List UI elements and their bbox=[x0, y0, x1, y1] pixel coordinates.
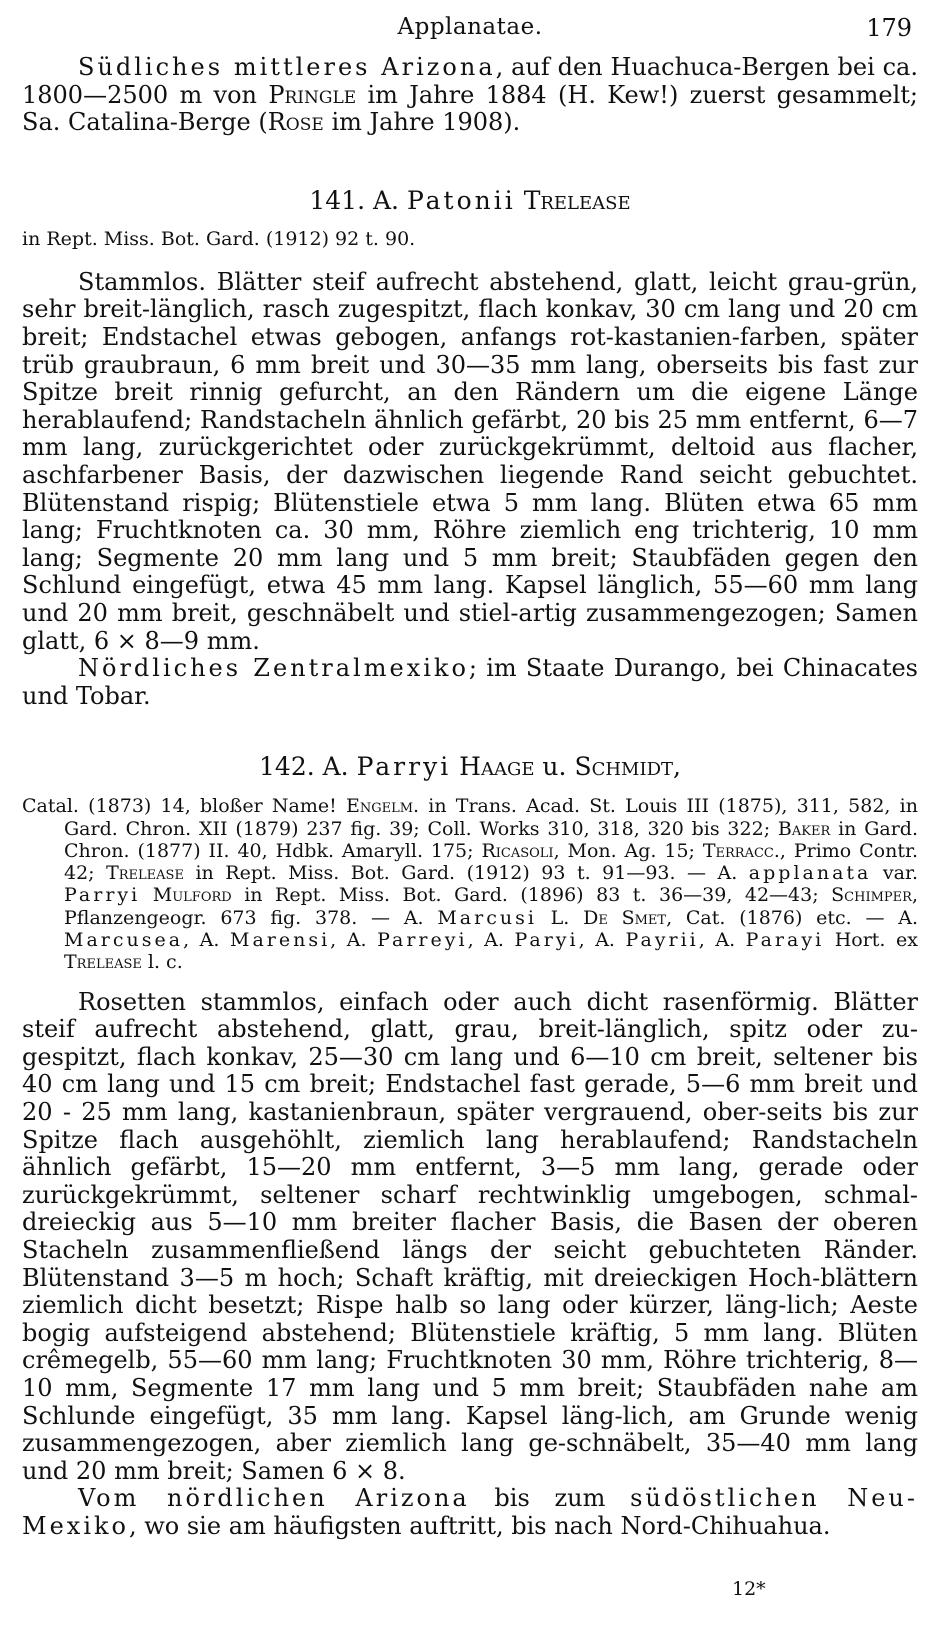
species-141-citation: in Rept. Miss. Bot. Gard. (1912) 92 t. 90. bbox=[22, 227, 416, 250]
species-141-description: Stammlos. Blätter steif aufrecht abstehend, glatt, leicht grau-grün, sehr breit-länglich, rasch zugespitzt, flach konkav, 30 cm lang und 20 cm breit; Endstachel etwas gebogen, anfangs rot-kastanien-farben, später trüb graubraun, 6 mm breit und 30—35 mm lang, oberseits bis fast zur Spitze breit rinnig gefurcht, an den Rändern um die eigene Länge herablaufend; Randstacheln ähnlich gefärbt, 20 bis 25 mm entfernt, 6—7 mm lang, zurückgerichtet oder zurückgekrümmt, deltoid aus flacher, aschfarbener Basis, der dazwischen liegende Rand seicht gebuchtet. Blütenstand rispig; Blütenstiele etwa 5 mm lang. Blüten etwa 65 mm lang; Fruchtknoten ca. 30 mm, Röhre ziemlich eng trichterig, 10 mm lang; Segmente 20 mm lang und 5 mm breit; Staubfäden gegen den Schlund eingefügt, etwa 45 mm lang. Kapsel länglich, 55—60 mm lang und 20 mm breit, geschnäbelt und stiel-artig zusammengezogen; Samen glatt, 6 × 8—9 mm. bbox=[22, 267, 918, 655]
species-142-distribution: Vom nördlichen Arizona bis zum südöstlichen Neu-Mexiko, wo sie am häufigsten auftritt, bis nach Nord-Chihuahua. bbox=[22, 1484, 918, 1540]
species-142-heading: 142. A. Parryi Haage u. Schmidt, bbox=[259, 752, 681, 782]
species-142-references: Catal. (1873) 14, bloßer Name! Engelm. in Trans. Acad. St. Louis III (1875), 311, 582, in Gard. Chron. XII (1879) 237 fig. 39; Coll. Works 310, 318, 320 bis 322; Baker in Gard. Chron. (1877) II. 40, Hdbk. Amaryll. 175; Ricasoli, Mon. Ag. 15; Terracc., Primo Contr. 42; Trelease in Rept. Miss. Bot. Gard. (1912) 93 t. 91—93. — A. applanata var. Parryi Mulford in Rept. Miss. Bot. Gard. (1896) 83 t. 36—39, 42—43; Schimper, Pflanzengeogr. 673 fig. 378. — A. Marcusi L. De Smet, Cat. (1876) etc. — A. Marcusea, A. Marensi, A. Parreyi, A. Paryi, A. Payrii, A. Parayi Hort. ex Trelease l. c. bbox=[22, 795, 919, 974]
species-141-heading: 141. A. Patonii Trelease bbox=[309, 185, 631, 215]
signature-mark: 12* bbox=[732, 1578, 766, 1600]
species-142-description: Rosetten stammlos, einfach oder auch dicht rasenförmig. Blätter steif aufrecht abstehend, glatt, grau, breit-länglich, spitz oder zu-gespitzt, flach konkav, 25—30 cm lang und 6—10 cm breit, seltener bis 40 cm lang und 15 cm breit; Endstachel fast gerade, 5—6 mm breit und 20 - 25 mm lang, kastanienbraun, später vergrauend, ober-seits bis zur Spitze flach ausgehöhlt, ziemlich lang herablaufend; Randstacheln ähnlich gefärbt, 15—20 mm entfernt, 3—5 mm lang, gerade oder zurückgekrümmt, seltener scharf rechtwinklig umgebogen, schmal-dreieckig aus 5—10 mm breiter flacher Basis, die Basen der oberen Stacheln zusammenfließend längs der seicht gebuchteten Ränder. Blütenstand 3—5 m hoch; Schaft kräftig, mit dreieckigen Hoch-blättern ziemlich dicht besetzt; Rispe halb so lang oder kürzer, läng-lich; Aeste bogig aufsteigend abstehend; Blütenstiele kräftig, 5 mm lang. Blüten crêmegelb, 55—60 mm lang; Fruchtknoten 30 mm, Röhre trichterig, 8—10 mm, Segmente 17 mm lang und 5 mm breit; Staubfäden nahe am Schlunde eingefügt, 35 mm lang. Kapsel läng-lich, am Grunde wenig zusammengezogen, aber ziemlich lang ge-schnäbelt, 35—40 mm lang und 20 mm breit; Samen 6 × 8. bbox=[22, 987, 918, 1485]
running-title: Applanatae. bbox=[397, 14, 543, 40]
page-header bbox=[22, 0, 918, 54]
species-141-distribution: Nördliches Zentralmexiko; im Staate Durango, bei Chinacates und Tobar. bbox=[22, 654, 918, 710]
page-number: 179 bbox=[866, 14, 912, 42]
intro-distribution-paragraph: Südliches mittleres Arizona, auf den Huachuca-Bergen bei ca. 1800—2500 m von Pringle im Jahre 1884 (H. Kew!) zuerst gesammelt; Sa. Catalina-Berge (Rose im Jahre 1908). bbox=[22, 53, 918, 137]
